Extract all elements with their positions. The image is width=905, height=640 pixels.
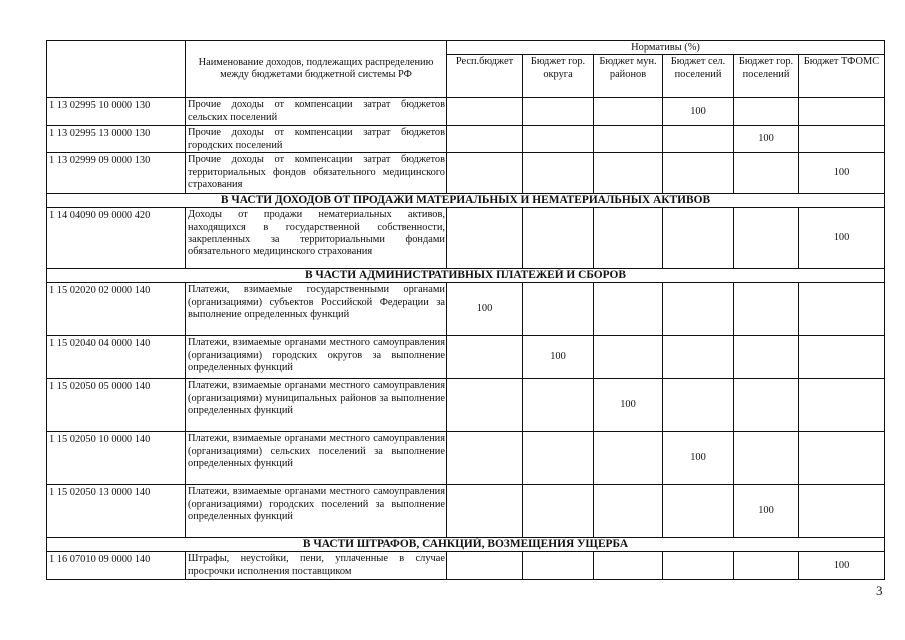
normative-value: 100 <box>594 379 663 432</box>
normative-value <box>523 126 594 153</box>
revenue-description: Прочие доходы от компенсации затрат бюджетов городских поселений <box>186 126 447 153</box>
normative-value <box>663 283 734 336</box>
revenue-code: 1 13 02995 10 0000 130 <box>47 98 186 126</box>
normative-value <box>799 485 885 538</box>
revenue-code: 1 14 04090 09 0000 420 <box>47 208 186 269</box>
revenue-code: 1 15 02050 05 0000 140 <box>47 379 186 432</box>
normative-value: 100 <box>734 485 799 538</box>
normative-value <box>447 98 523 126</box>
normative-value <box>523 153 594 194</box>
normative-value <box>663 153 734 194</box>
section-row <box>47 538 885 552</box>
revenue-code: 1 13 02999 09 0000 130 <box>47 153 186 194</box>
normative-value <box>594 432 663 485</box>
revenue-description: Платежи, взимаемые органами местного самоуправления (организациями) городских округов за выполнение определенных функций <box>186 336 447 379</box>
normative-value <box>734 336 799 379</box>
table-header <box>47 41 885 98</box>
normative-value <box>734 552 799 580</box>
section-title: В ЧАСТИ АДМИНИСТРАТИВНЫХ ПЛАТЕЖЕЙ И СБОРОВ <box>47 269 885 283</box>
normative-value <box>734 379 799 432</box>
normative-value <box>799 126 885 153</box>
normative-value <box>447 379 523 432</box>
normative-value <box>663 336 734 379</box>
normative-value <box>523 208 594 269</box>
revenue-code: 1 15 02050 13 0000 140 <box>47 485 186 538</box>
table-row <box>47 485 885 538</box>
normative-value <box>663 485 734 538</box>
normative-value <box>447 153 523 194</box>
section-title: В ЧАСТИ ШТРАФОВ, САНКЦИЙ, ВОЗМЕЩЕНИЯ УЩЕРБА <box>47 538 885 552</box>
normative-value <box>799 98 885 126</box>
revenue-description: Штрафы, неустойки, пени, уплаченные в случае просрочки исполнения поставщиком <box>186 552 447 580</box>
table-row <box>47 208 885 269</box>
column-header-rural-settlements-budget: Бюджет сел. поселений <box>663 55 734 98</box>
normative-value: 100 <box>663 98 734 126</box>
normative-value <box>663 208 734 269</box>
table-row <box>47 552 885 580</box>
revenue-normatives-table <box>46 40 885 580</box>
normative-value <box>799 432 885 485</box>
normative-value <box>594 126 663 153</box>
revenue-description: Платежи, взимаемые органами местного самоуправления (организациями) городских поселений за выполнение определенных функций <box>186 485 447 538</box>
normative-value <box>663 126 734 153</box>
normative-value <box>594 336 663 379</box>
revenue-code: 1 15 02020 02 0000 140 <box>47 283 186 336</box>
section-title: В ЧАСТИ ДОХОДОВ ОТ ПРОДАЖИ МАТЕРИАЛЬНЫХ И НЕМАТЕРИАЛЬНЫХ АКТИВОВ <box>47 194 885 208</box>
column-header-tfoms-budget: Бюджет ТФОМС <box>799 55 885 98</box>
revenue-code: 1 15 02050 10 0000 140 <box>47 432 186 485</box>
normative-value <box>663 552 734 580</box>
normative-value <box>734 153 799 194</box>
normative-value: 100 <box>799 552 885 580</box>
column-header-resp-budget: Респ.бюджет <box>447 55 523 98</box>
section-row <box>47 269 885 283</box>
normative-value <box>594 485 663 538</box>
normative-value <box>734 283 799 336</box>
normative-value <box>799 336 885 379</box>
column-header-city-district-budget: Бюджет гор. округа <box>523 55 594 98</box>
table-row <box>47 432 885 485</box>
normative-value <box>799 283 885 336</box>
normative-value <box>447 552 523 580</box>
normative-value <box>594 283 663 336</box>
normative-value <box>594 153 663 194</box>
normative-value <box>447 208 523 269</box>
description-column-header: Наименование доходов, подлежащих распределению между бюджетами бюджетной системы РФ <box>186 41 447 98</box>
normative-value <box>523 552 594 580</box>
section-row <box>47 194 885 208</box>
normative-value <box>594 98 663 126</box>
table-row <box>47 283 885 336</box>
column-header-urban-settlements-budget: Бюджет гор. поселений <box>734 55 799 98</box>
table-row <box>47 153 885 194</box>
revenue-code: 1 16 07010 09 0000 140 <box>47 552 186 580</box>
page-number: 3 <box>876 583 883 598</box>
normative-value <box>523 485 594 538</box>
table-row <box>47 126 885 153</box>
normative-value <box>663 379 734 432</box>
normative-value <box>594 208 663 269</box>
revenue-description: Прочие доходы от компенсации затрат бюджетов сельских поселений <box>186 98 447 126</box>
column-header-municipal-districts-budget: Бюджет мун. районов <box>594 55 663 98</box>
normative-value <box>734 208 799 269</box>
normative-value <box>523 379 594 432</box>
normative-value <box>734 98 799 126</box>
normative-value <box>523 283 594 336</box>
revenue-code: 1 15 02040 04 0000 140 <box>47 336 186 379</box>
normative-value: 100 <box>523 336 594 379</box>
revenue-description: Прочие доходы от компенсации затрат бюджетов территориальных фондов обязательного медицинского страхования <box>186 153 447 194</box>
table-body <box>47 98 885 580</box>
revenue-description: Платежи, взимаемые государственными органами (организациями) субъектов Российской Федерации за выполнение определенных функций <box>186 283 447 336</box>
revenue-code: 1 13 02995 13 0000 130 <box>47 126 186 153</box>
table-row <box>47 336 885 379</box>
table-row <box>47 379 885 432</box>
normative-value <box>734 432 799 485</box>
revenue-description: Платежи, взимаемые органами местного самоуправления (организациями) муниципальных районов за выполнение определенных функций <box>186 379 447 432</box>
normative-value: 100 <box>799 208 885 269</box>
table-row <box>47 98 885 126</box>
normative-value: 100 <box>734 126 799 153</box>
normative-value <box>447 126 523 153</box>
normative-value <box>447 336 523 379</box>
normative-value <box>523 98 594 126</box>
normative-value: 100 <box>663 432 734 485</box>
revenue-description: Доходы от продажи нематериальных активов, находящихся в государственной собственности, закрепленных за территориальными фондами обязательного медицинского страхования <box>186 208 447 269</box>
normative-value <box>799 379 885 432</box>
normative-value <box>594 552 663 580</box>
normative-value: 100 <box>799 153 885 194</box>
normative-value <box>523 432 594 485</box>
normative-value <box>447 432 523 485</box>
normatives-title: Нормативы (%) <box>447 41 885 55</box>
normative-value: 100 <box>447 283 523 336</box>
normative-value <box>447 485 523 538</box>
revenue-description: Платежи, взимаемые органами местного самоуправления (организациями) сельских поселений за выполнение определенных функций <box>186 432 447 485</box>
code-column-header <box>47 41 186 98</box>
